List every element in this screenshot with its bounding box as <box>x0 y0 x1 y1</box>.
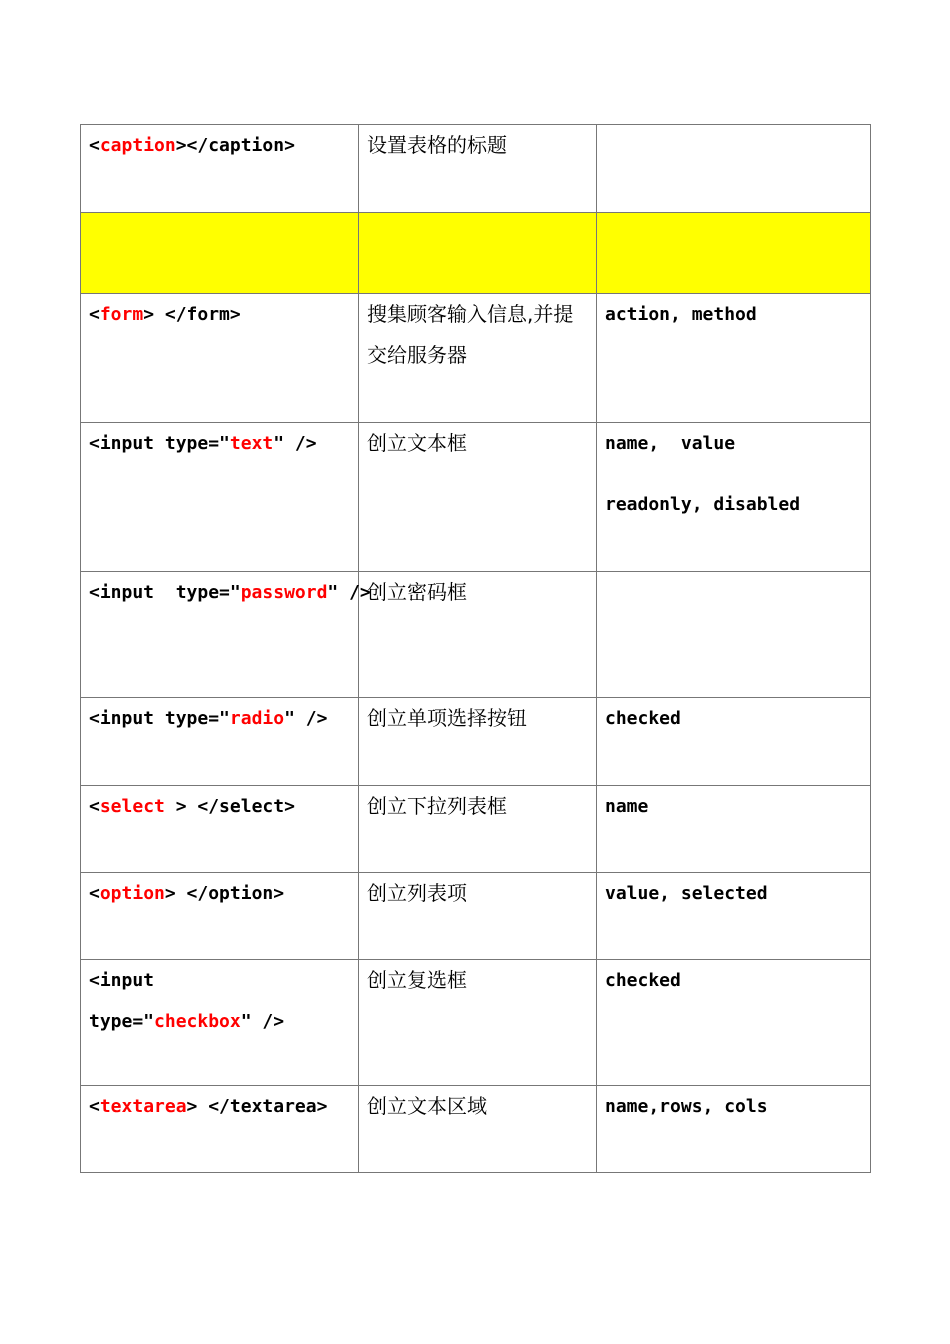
tag-line: <input <box>89 970 155 991</box>
description-cell: 创立下拉列表框 <box>359 786 597 873</box>
table-row <box>81 294 871 423</box>
tag-cell: <caption></caption> <box>81 125 359 213</box>
tag-keyword: form <box>99 304 144 325</box>
tag-cell: <option> </option> <box>81 873 359 960</box>
highlight-row <box>81 213 871 294</box>
description-cell: 创立密码框 <box>359 572 597 698</box>
attributes-cell <box>597 125 871 213</box>
tag-keyword: password <box>240 582 328 603</box>
tag-cell: <input type="text" /> <box>81 423 359 572</box>
description-cell: 创立列表项 <box>359 873 597 960</box>
attributes-cell: checked <box>597 698 871 786</box>
tag-cell: <input type="password" /> <box>81 572 359 698</box>
empty-cell <box>359 213 597 294</box>
tag-cell: <textarea> </textarea> <box>81 1086 359 1173</box>
table-row <box>81 960 871 1086</box>
tag-keyword: text <box>229 433 274 454</box>
attributes-cell: action, method <box>597 294 871 423</box>
tag-line: type="checkbox" /> <box>89 1011 285 1032</box>
description-cell: 搜集顾客输入信息,并提交给服务器 <box>359 294 597 423</box>
empty-cell <box>597 213 871 294</box>
tag-cell: <form> </form> <box>81 294 359 423</box>
attributes-cell: name <box>597 786 871 873</box>
table-row <box>81 786 871 873</box>
attributes-line: readonly, disabled <box>605 494 801 515</box>
description-cell: 创立文本框 <box>359 423 597 572</box>
attributes-cell <box>597 423 871 572</box>
table-row <box>81 698 871 786</box>
attributes-cell: value, selected <box>597 873 871 960</box>
tag-cell: <input type="radio" /> <box>81 698 359 786</box>
attributes-line: name, value <box>605 433 736 454</box>
tag-keyword: textarea <box>99 1096 187 1117</box>
tag-keyword: select <box>99 796 165 817</box>
attributes-cell: name,rows, cols <box>597 1086 871 1173</box>
tag-keyword: checkbox <box>154 1011 241 1032</box>
description-cell: 创立复选框 <box>359 960 597 1086</box>
description-cell: 创立单项选择按钮 <box>359 698 597 786</box>
attributes-cell: checked <box>597 960 871 1086</box>
tag-keyword: caption <box>99 135 176 156</box>
tag-reference-table <box>80 124 871 1173</box>
description-cell: 创立文本区域 <box>359 1086 597 1173</box>
empty-cell <box>81 213 359 294</box>
table-row <box>81 423 871 572</box>
table-row <box>81 572 871 698</box>
tag-keyword: radio <box>229 708 285 729</box>
attributes-cell <box>597 572 871 698</box>
tag-cell: <select > </select> <box>81 786 359 873</box>
table-row <box>81 1086 871 1173</box>
description-cell: 设置表格的标题 <box>359 125 597 213</box>
tag-cell <box>81 960 359 1086</box>
tag-keyword: option <box>99 883 165 904</box>
table-row <box>81 873 871 960</box>
table-row <box>81 125 871 213</box>
